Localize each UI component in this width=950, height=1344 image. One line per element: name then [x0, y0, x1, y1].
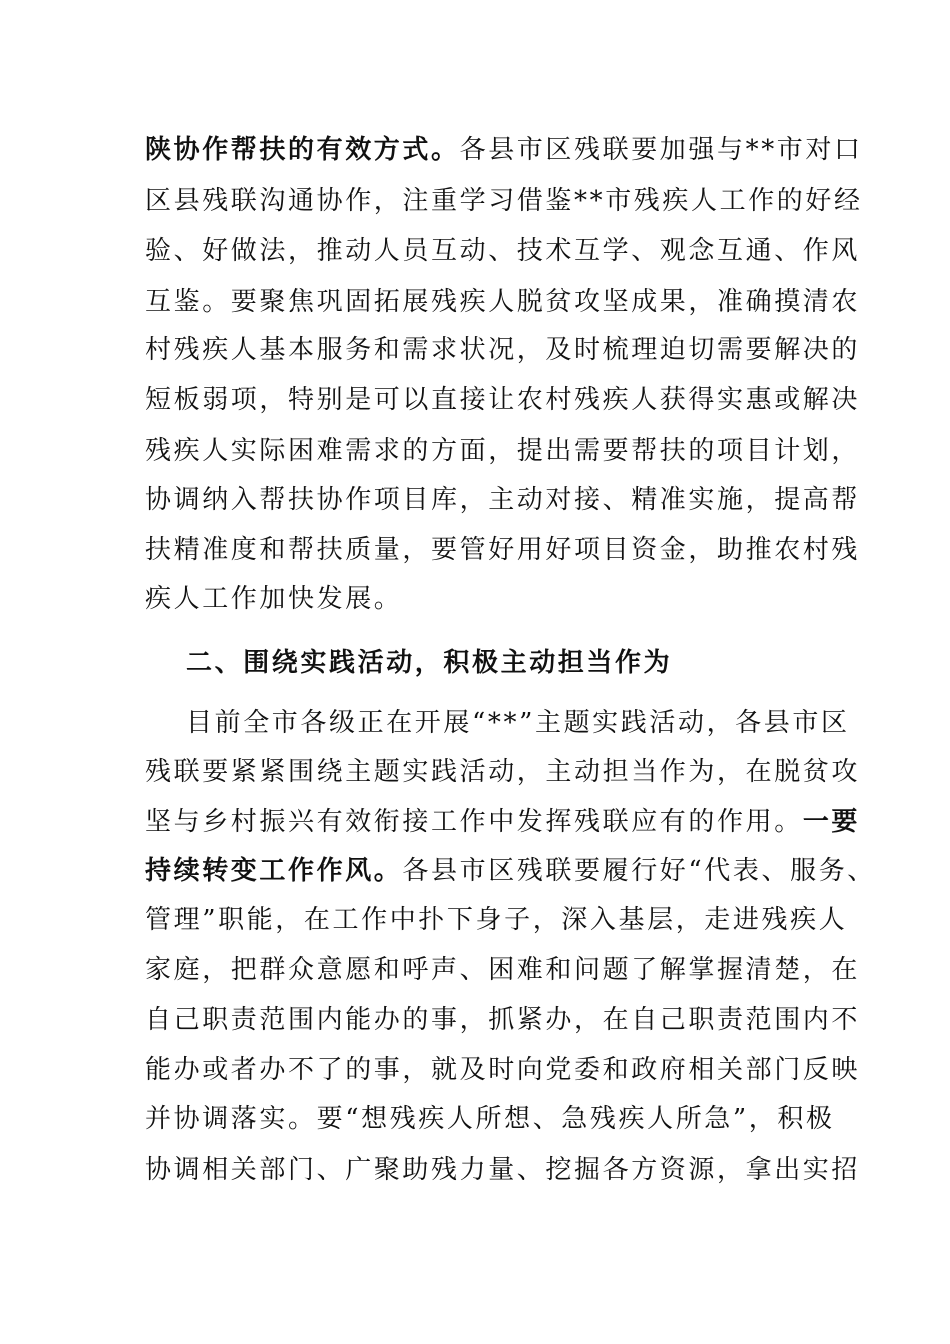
body-text: 目前全市各级正在开展“**”主题实践活动，各县市区	[186, 708, 850, 738]
body-text-line	[145, 231, 861, 271]
body-text: 自己职责范围内能办的事，抓紧办，在自己职责范围内不	[145, 1005, 861, 1035]
body-text: 村残疾人基本服务和需求状况，及时梳理迫切需要解决的	[145, 335, 861, 365]
body-text: 能办或者办不了的事，就及时向党委和政府相关部门反映	[145, 1055, 861, 1085]
body-text: 各县市区残联要履行好“代表、服务、	[402, 856, 876, 886]
body-text-line	[145, 380, 861, 420]
section-heading: 二、围绕实践活动，积极主动担当作为	[186, 648, 673, 678]
body-text: 验、好做法，推动人员互动、技术互学、观念互通、作风	[145, 236, 861, 266]
body-text: 短板弱项，特别是可以直接让农村残疾人获得实惠或解决	[145, 385, 861, 415]
body-text-line	[145, 530, 861, 570]
body-text: 区县残联沟通协作，注重学习借鉴**市残疾人工作的好经	[145, 186, 863, 216]
bold-phrase: 持续转变工作作风。	[145, 856, 403, 886]
body-text: 各县市区残联要加强与**市对口	[459, 135, 863, 165]
body-text-line	[145, 752, 861, 792]
body-text-line	[145, 1000, 861, 1040]
body-text-line	[145, 282, 861, 322]
body-text-line	[186, 703, 876, 743]
body-text: 坚与乡村振兴有效衔接工作中发挥残联应有的作用。	[145, 807, 803, 837]
body-text-line	[145, 130, 863, 170]
body-text-line	[145, 950, 861, 990]
body-text-line	[145, 802, 861, 842]
body-text-line	[145, 330, 861, 370]
body-text-line	[145, 1150, 861, 1190]
bold-phrase: 一要	[802, 807, 861, 837]
body-text-line	[145, 1050, 861, 1090]
body-text-line	[145, 851, 876, 891]
body-text: 扶精准度和帮扶质量，要管好用好项目资金，助推农村残	[145, 535, 861, 565]
body-text-line	[145, 1099, 835, 1139]
body-text-line	[145, 431, 861, 471]
body-text: 疾人工作加快发展。	[145, 584, 403, 614]
body-text-line	[145, 900, 848, 940]
body-text: 残疾人实际困难需求的方面，提出需要帮扶的项目计划，	[145, 436, 861, 466]
body-text: 协调相关部门、广聚助残力量、挖掘各方资源，拿出实招	[145, 1155, 861, 1185]
bold-phrase: 陕协作帮扶的有效方式。	[145, 135, 460, 165]
body-text: 家庭，把群众意愿和呼声、困难和问题了解掌握清楚，在	[145, 955, 861, 985]
body-text: 互鉴。要聚焦巩固拓展残疾人脱贫攻坚成果，准确摸清农	[145, 287, 861, 317]
body-text: 协调纳入帮扶协作项目库，主动对接、精准实施，提高帮	[145, 485, 861, 515]
body-text: 残联要紧紧围绕主题实践活动，主动担当作为，在脱贫攻	[145, 757, 861, 787]
body-text-line	[145, 480, 861, 520]
body-text-line	[145, 579, 835, 619]
body-text-line	[145, 181, 863, 221]
body-text: 管理”职能，在工作中扑下身子，深入基层，走进残疾人	[145, 905, 848, 935]
body-text: 并协调落实。要“想残疾人所想、急残疾人所急”，积极	[145, 1104, 835, 1134]
